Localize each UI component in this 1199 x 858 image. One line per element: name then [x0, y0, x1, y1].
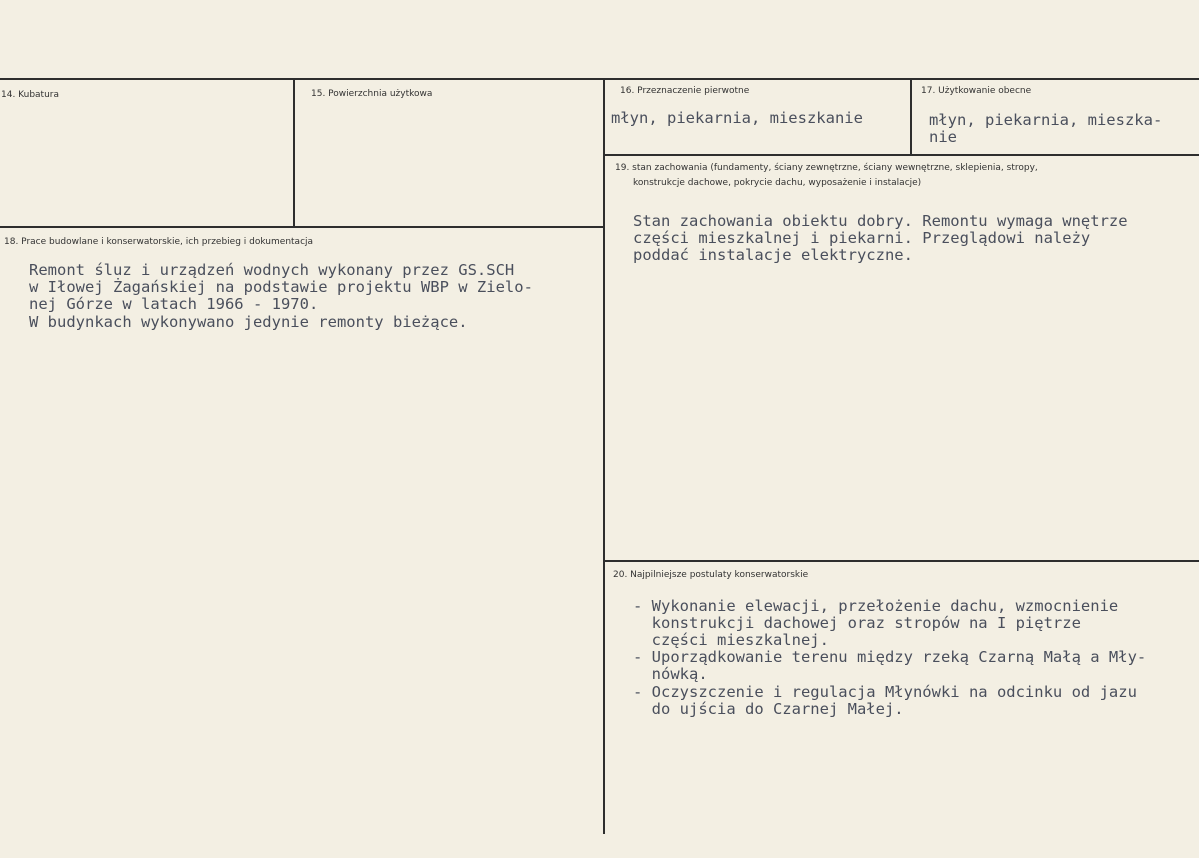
- stan-zachowania-label-line-1: 19. stan zachowania (fundamenty, ściany zewnętrzne, ściany wewnętrzne, sklepienia, stropy,: [615, 163, 1038, 173]
- prace-text-line-4: W budynkach wykonywano jedynie remonty bieżące.: [29, 313, 468, 331]
- stan-text-line-2: części mieszkalnej i piekarni. Przeglądowi należy: [633, 229, 1091, 247]
- top-border-line: [0, 78, 1199, 80]
- postulaty-text-line-6: - Oczyszczenie i regulacja Młynówki na odcinku od jazu: [633, 683, 1137, 701]
- divider-14-15: [293, 80, 295, 226]
- stan-text-line-3: poddać instalacje elektryczne.: [633, 246, 913, 264]
- kubatura-label: 14. Kubatura: [1, 90, 60, 100]
- powierzchnia-label: 15. Powierzchnia użytkowa: [311, 89, 433, 99]
- uzytkowanie-value-line-1: młyn, piekarnia, mieszka-: [929, 111, 1163, 129]
- postulaty-text-line-3: części mieszkalnej.: [633, 631, 829, 649]
- divider-center: [603, 80, 605, 834]
- przeznaczenie-value: młyn, piekarnia, mieszkanie: [611, 109, 863, 127]
- prace-text-line-1: Remont śluz i urządzeń wodnych wykonany przez GS.SCH: [29, 261, 515, 279]
- line-under-16-17: [605, 154, 1199, 156]
- uzytkowanie-value-line-2: nie: [929, 128, 957, 146]
- postulaty-text-line-7: do ujścia do Czarnej Małej.: [633, 700, 904, 718]
- prace-text-line-3: nej Górze w latach 1966 - 1970.: [29, 295, 319, 313]
- postulaty-label: 20. Najpilniejsze postulaty konserwatorskie: [613, 570, 809, 580]
- postulaty-text-line-4: - Uporządkowanie terenu między rzeką Czarną Małą a Mły-: [633, 648, 1147, 666]
- postulaty-text-line-2: konstrukcji dachowej oraz stropów na I piętrze: [633, 614, 1081, 632]
- postulaty-text-line-5: nówką.: [633, 665, 708, 683]
- prace-text-line-2: w Iłowej Żagańskiej na podstawie projektu WBP w Zielo-: [29, 278, 533, 296]
- uzytkowanie-label: 17. Użytkowanie obecne: [921, 86, 1032, 96]
- prace-budowlane-label: 18. Prace budowlane i konserwatorskie, ich przebieg i dokumentacja: [4, 237, 314, 247]
- postulaty-text-line-1: - Wykonanie elewacji, przełożenie dachu, wzmocnienie: [633, 597, 1119, 615]
- divider-16-17: [910, 80, 912, 154]
- stan-zachowania-label-line-2: konstrukcje dachowe, pokrycie dachu, wyposażenie i instalacje): [633, 178, 922, 188]
- przeznaczenie-label: 16. Przeznaczenie pierwotne: [620, 86, 750, 96]
- line-above-20: [605, 560, 1199, 562]
- stan-text-line-1: Stan zachowania obiektu dobry. Remontu wymaga wnętrze: [633, 212, 1128, 230]
- line-under-14-15: [0, 226, 603, 228]
